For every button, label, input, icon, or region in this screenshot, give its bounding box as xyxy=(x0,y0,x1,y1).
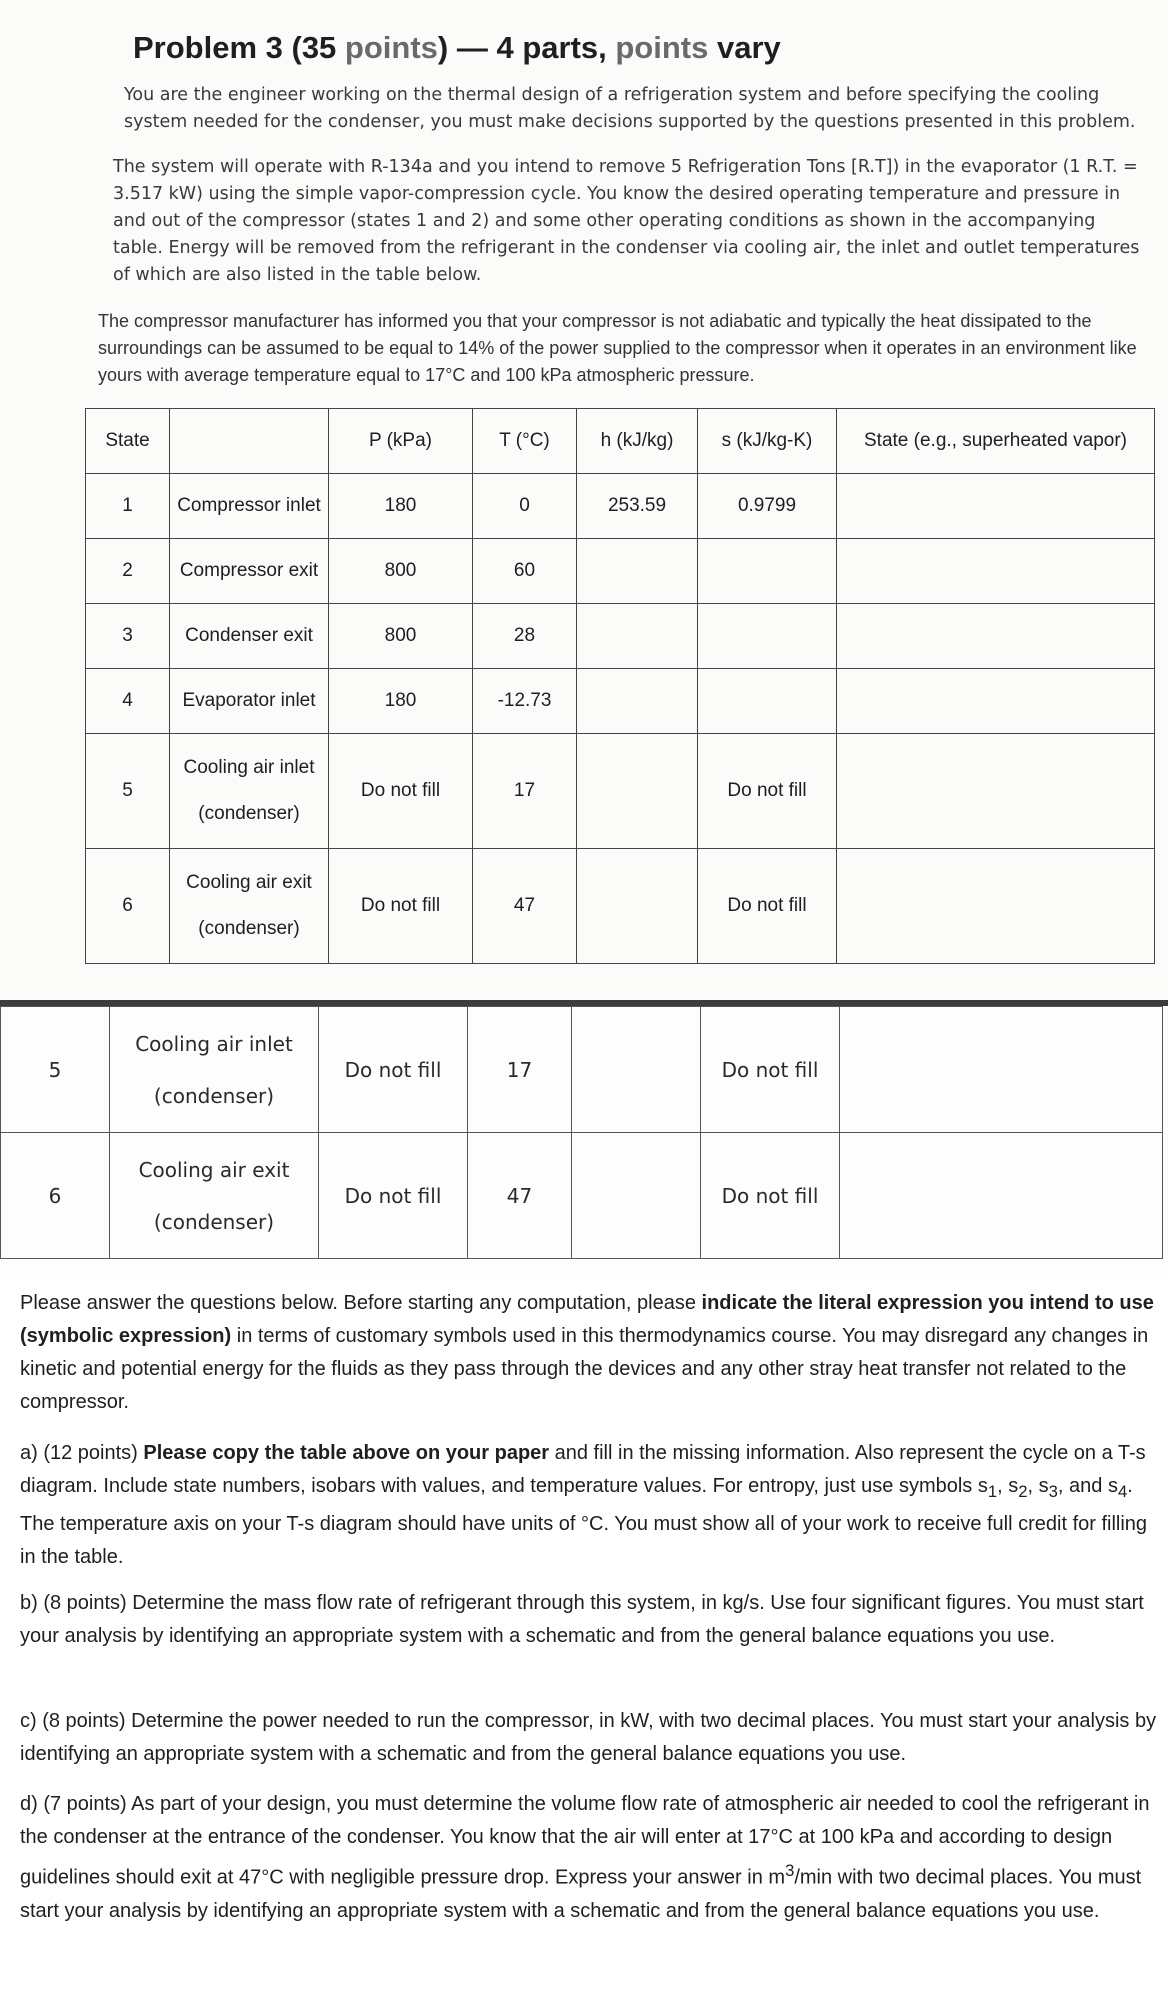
table-row xyxy=(86,604,1155,669)
enthalpy-cell xyxy=(572,1133,701,1259)
pressure-cell: Do not fill xyxy=(319,1133,468,1259)
table-row xyxy=(86,474,1155,539)
phase-cell xyxy=(837,539,1155,604)
temperature-cell: 17 xyxy=(468,1007,572,1133)
entropy-cell xyxy=(698,669,837,734)
question-b: b) (8 points) Determine the mass flow rate of refrigerant through this system, in kg/s. Use four significant figures. You must start your analysis by identifying an appropriate system with a schematic and from the general balance equations you use. xyxy=(20,1592,1144,1647)
table-row xyxy=(86,734,1155,849)
phase-cell xyxy=(837,734,1155,849)
state-table-continued xyxy=(0,1006,1163,1259)
instructions-paragraph: Please answer the questions below. Before starting any computation, please indicate the literal expression you intend to use (symbolic expression) in terms of customary symbols used in this thermodynamics course. You may disregard any changes in kinetic and potential energy for the fluids as they pass through the devices and any other stray heat transfer not related to the compressor. xyxy=(20,1292,1154,1413)
state-name: Evaporator inlet xyxy=(170,669,329,734)
state-name: Compressor inlet xyxy=(170,474,329,539)
state-name: Cooling air exit (condenser) xyxy=(170,849,329,964)
pressure-cell: 180 xyxy=(329,669,473,734)
problem-title: Problem 3 (35 points) — 4 parts, points vary xyxy=(133,30,781,65)
temperature-cell: -12.73 xyxy=(473,669,577,734)
pressure-cell: 800 xyxy=(329,539,473,604)
system-paragraph: The system will operate with R-134a and you intend to remove 5 Refrigeration Tons [R.T]) in the evaporator (1 R.T. = 3.517 kW) using the simple vapor-compression cycle. You know the desired operating temperature and pressure in and out of the compressor (states 1 and 2) and some other operating conditions as shown in the accompanying table. Energy will be removed from the refrigerant in the condenser via cooling air, the inlet and outlet temperatures of which are also listed in the table below. xyxy=(113,157,1140,285)
entropy-cell: Do not fill xyxy=(701,1133,840,1259)
question-c: c) (8 points) Determine the power needed to run the compressor, in kW, with two decimal places. You must start your analysis by identifying an appropriate system with a schematic and from the general balance equations you use. xyxy=(20,1710,1157,1765)
state-name: Cooling air inlet (condenser) xyxy=(110,1007,319,1133)
state-name: Compressor exit xyxy=(170,539,329,604)
phase-cell xyxy=(837,849,1155,964)
state-name: Cooling air exit (condenser) xyxy=(110,1133,319,1259)
enthalpy-cell xyxy=(577,669,698,734)
phase-cell xyxy=(840,1007,1163,1133)
temperature-cell: 17 xyxy=(473,734,577,849)
header-pressure: P (kPa) xyxy=(329,409,473,474)
phase-cell xyxy=(837,669,1155,734)
table-header-row xyxy=(86,409,1155,474)
state-number: 1 xyxy=(86,474,170,539)
enthalpy-cell: 253.59 xyxy=(577,474,698,539)
phase-cell xyxy=(837,474,1155,539)
state-number: 5 xyxy=(86,734,170,849)
table-row xyxy=(1,1007,1163,1133)
header-phase: State (e.g., superheated vapor) xyxy=(837,409,1155,474)
phase-cell xyxy=(840,1133,1163,1259)
header-blank xyxy=(170,409,329,474)
table-continuation-panel xyxy=(0,1006,1168,1274)
enthalpy-cell xyxy=(577,604,698,669)
pressure-cell: 180 xyxy=(329,474,473,539)
enthalpy-cell xyxy=(577,734,698,849)
state-name: Condenser exit xyxy=(170,604,329,669)
entropy-cell: Do not fill xyxy=(698,849,837,964)
enthalpy-cell xyxy=(577,849,698,964)
entropy-cell: Do not fill xyxy=(701,1007,840,1133)
intro-paragraph: You are the engineer working on the thermal design of a refrigeration system and before specifying the cooling system needed for the condenser, you must make decisions supported by the questions presented in this problem. xyxy=(124,85,1136,132)
entropy-cell xyxy=(698,604,837,669)
entropy-cell: Do not fill xyxy=(698,734,837,849)
question-d: d) (7 points) As part of your design, you must determine the volume flow rate of atmospheric air needed to cool the refrigerant in the condenser at the entrance of the condenser. You know that the air will enter at 17°C at 100 kPa and according to design guidelines should exit at 47°C with negligible pressure drop. Express your answer in $m^3/\min$ with two decimal places. You must start your analysis by identifying an appropriate system with a schematic and from the general balance equations you use. xyxy=(20,1793,1150,1922)
temperature-cell: 0 xyxy=(473,474,577,539)
state-number: 2 xyxy=(86,539,170,604)
temperature-cell: 28 xyxy=(473,604,577,669)
temperature-cell: 47 xyxy=(473,849,577,964)
entropy-cell xyxy=(698,539,837,604)
header-temperature: T (°C) xyxy=(473,409,577,474)
state-number: 4 xyxy=(86,669,170,734)
phase-cell xyxy=(837,604,1155,669)
header-enthalpy: h (kJ/kg) xyxy=(577,409,698,474)
pressure-cell: Do not fill xyxy=(329,734,473,849)
pressure-cell: Do not fill xyxy=(319,1007,468,1133)
state-number: 3 xyxy=(86,604,170,669)
pressure-cell: Do not fill xyxy=(329,849,473,964)
pressure-cell: 800 xyxy=(329,604,473,669)
table-row xyxy=(86,669,1155,734)
enthalpy-cell xyxy=(572,1007,701,1133)
temperature-cell: 47 xyxy=(468,1133,572,1259)
question-a: a) (12 points) Please copy the table above on your paper and fill in the missing information. Also represent the cycle on a T-s diagram. Include state numbers, isobars with values, and temperature values. For entropy, just use symbols $s_1$, $s_2$, $s_3$, and $s_4$. The temperature axis on your T-s diagram should have units of °C. You must show all of your work to receive full credit for filling in the table. xyxy=(20,1442,1148,1568)
temperature-cell: 60 xyxy=(473,539,577,604)
compressor-paragraph: The compressor manufacturer has informed you that your compressor is not adiabatic and typically the heat dissipated to the surroundings can be assumed to be equal to 14% of the power supplied to the compressor when it operates in an environment like yours with average temperature equal to 17°C and 100 kPa atmospheric pressure. xyxy=(98,311,1137,385)
table-row xyxy=(86,539,1155,604)
table-row xyxy=(1,1133,1163,1259)
state-number: 5 xyxy=(1,1007,110,1133)
state-number: 6 xyxy=(1,1133,110,1259)
state-number: 6 xyxy=(86,849,170,964)
table-row xyxy=(86,849,1155,964)
state-name: Cooling air inlet (condenser) xyxy=(170,734,329,849)
enthalpy-cell xyxy=(577,539,698,604)
entropy-cell: 0.9799 xyxy=(698,474,837,539)
header-state: State xyxy=(86,409,170,474)
header-entropy: s (kJ/kg-K) xyxy=(698,409,837,474)
state-table xyxy=(85,408,1155,964)
